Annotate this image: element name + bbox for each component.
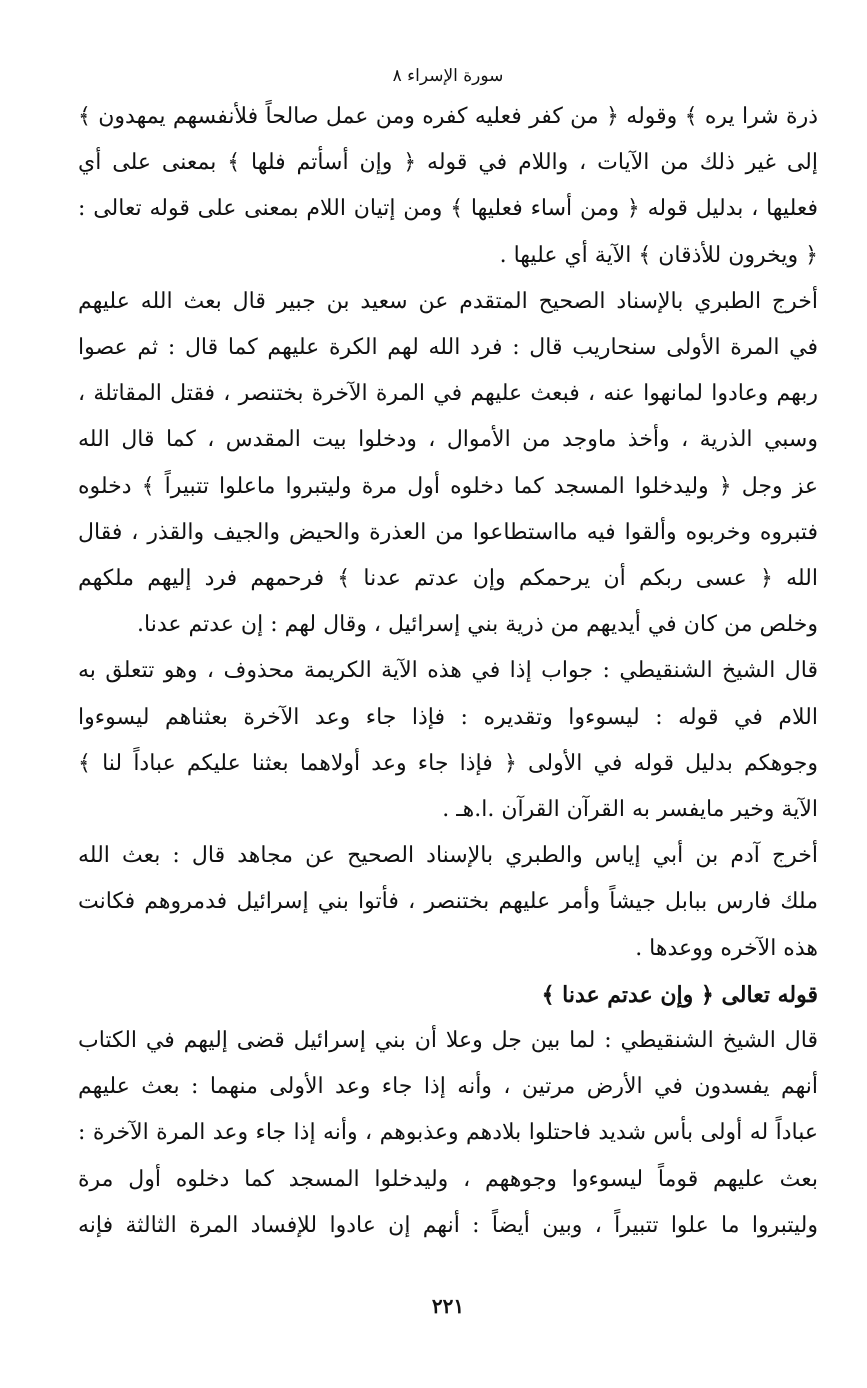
text-line: ذرة شرا يره ﴾ وقوله ﴿ من كفر فعليه كفره ومن عمل صالحاً فلأنفسهم يمهدون ﴾ (78, 104, 818, 129)
paragraph-2 (78, 279, 818, 649)
paragraph-3 (78, 648, 818, 833)
text-line: قال الشيخ الشنقيطي : لما بين جل وعلا أن بني إسرائيل قضى إليهم في الكتاب (78, 1028, 818, 1054)
page-number: ٢٢١ (431, 1294, 465, 1318)
paragraph-1 (78, 94, 818, 279)
text-line: قال الشيخ الشنقيطي : جواب إذا في هذه الآية الكريمة محذوف ، وهو تتعلق به (78, 658, 818, 684)
document-page (78, 64, 818, 1354)
text-line: وجوهكم بدليل قوله في الأولى ﴿ فإذا جاء وعد أولاهما بعثنا عليكم عباداً لنا ﴾ (78, 750, 818, 776)
text-line: ﴿ ويخرون للأذقان ﴾ الآية أي عليها . (499, 242, 818, 268)
text-line: فتبروه وخربوه وألقوا فيه مااستطاعوا من العذرة والحيض والجيف والقذر ، فقال (78, 519, 818, 545)
text-line: عز وجل ﴿ وليدخلوا المسجد كما دخلوه أول مرة وليتبروا ماعلوا تتبيراً ﴾ دخلوه (78, 473, 818, 499)
paragraph-4 (78, 833, 818, 972)
running-header: سورة الإسراء ٨ (392, 66, 504, 86)
text-line: بعث عليهم قوماً ليسوءوا وجوههم ، وليدخلوا المسجد كما دخلوه أول مرة (78, 1166, 818, 1192)
text-line: هذه الآخره ووعدها . (635, 935, 818, 961)
text-line: أخرج الطبري بالإسناد الصحيح المتقدم عن سعيد بن جبير قال بعث الله عليهم (78, 288, 818, 314)
text-line: الآية وخير مايفسر به القرآن القرآن .ا.هـ . (442, 797, 818, 823)
text-line: وخلص من كان في أيديهم من ذرية بني إسرائيل ، وقال لهم : إن عدتم عدنا. (137, 612, 818, 638)
text-line: ربهم وعادوا لمانهوا عنه ، فبعث عليهم في المرة الآخرة بختنصر ، فقتل المقاتلة ، (78, 381, 818, 407)
text-line: وسبي الذرية ، وأخذ ماوجد من الأموال ، ودخلوا بيت المقدس ، كما قال الله (78, 427, 818, 453)
text-line: الله ﴿ عسى ربكم أن يرحمكم وإن عدتم عدنا ﴾ فرحمهم فرد إليهم ملكهم (78, 566, 818, 592)
text-line: إلى غير ذلك من الآيات ، واللام في قوله ﴿ وإن أسأتم فلها ﴾ بمعنى على أي (78, 150, 818, 176)
text-line: في المرة الأولى سنحاريب قال : فرد الله لهم الكرة عليهم كما قال : ثم عصوا (78, 335, 818, 361)
text-line: أخرج آدم بن أبي إياس والطبري بالإسناد الصحيح عن مجاهد قال : بعث الله (78, 843, 818, 869)
heading-text: قوله تعالى ﴿ وإن عدتم عدنا ﴾ (541, 981, 818, 1008)
section-heading (78, 972, 818, 1018)
text-line: فعليها ، بدليل قوله ﴿ ومن أساء فعليها ﴾ ومن إتيان اللام بمعنى على قوله تعالى : (78, 196, 818, 222)
text-line: اللام في قوله : ليسوءوا وتقديره : فإذا جاء وعد الآخرة بعثناهم ليسوءوا (78, 704, 818, 730)
text-line: ملك فارس ببابل جيشاً وأمر عليهم بختنصر ، فأتوا بني إسرائيل فدمروهم فكانت (78, 889, 818, 915)
text-line: وليتبروا ما علوا تتبيراً ، وبين أيضاً : أنهم إن عادوا للإفساد المرة الثالثة فإنه (78, 1212, 818, 1238)
text-line: عباداً له أولى بأس شديد فاحتلوا بلادهم وعذبوهم ، وأنه إذا جاء وعد المرة الآخرة : (78, 1120, 818, 1146)
paragraph-5 (78, 1018, 818, 1249)
text-line: أنهم يفسدون في الأرض مرتين ، وأنه إذا جاء وعد الأولى منهما : بعث عليهم (78, 1074, 818, 1100)
